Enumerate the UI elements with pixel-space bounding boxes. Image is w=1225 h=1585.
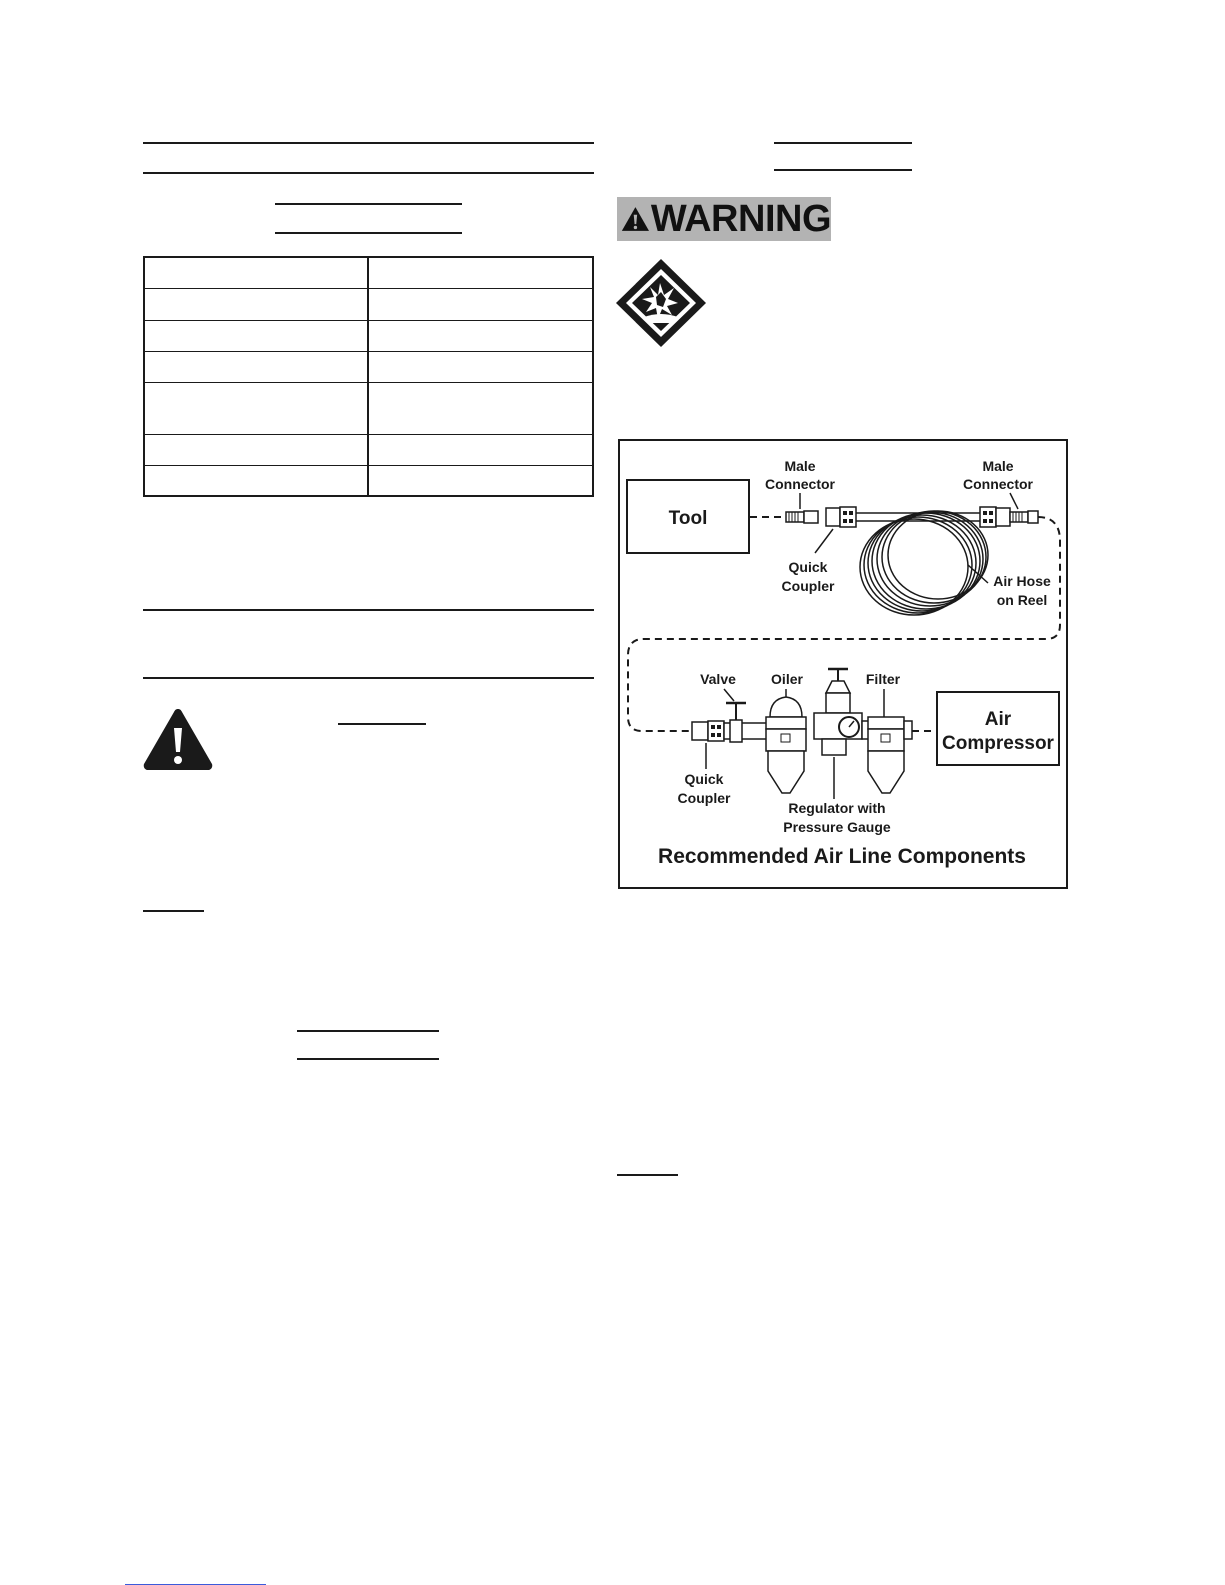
male-connector-left-icon — [786, 511, 818, 523]
warning-triangle-icon — [621, 203, 650, 235]
specifications-table — [143, 256, 594, 497]
air-hose-label-2: on Reel — [996, 592, 1048, 608]
subheading-underline-1 — [297, 1030, 439, 1032]
warning-label: WARNING — [650, 198, 831, 240]
male-connector-left-label-2: Connector — [765, 476, 835, 492]
caution-triangle-icon — [141, 706, 215, 772]
table-row — [145, 321, 592, 352]
section-rule-top — [143, 142, 594, 144]
caution-heading-underline — [338, 723, 426, 725]
quick-coupler-top-label-1: Quick — [788, 559, 828, 575]
quick-coupler-reel-icon — [980, 507, 1010, 527]
section-rule-2-top — [143, 609, 594, 611]
air-hose-reel-icon — [860, 511, 988, 615]
section-rule-bottom — [143, 172, 594, 174]
table-row — [145, 466, 592, 497]
table-row — [145, 352, 592, 383]
spec-heading-underline-2 — [275, 232, 462, 234]
air-compressor-label-2: Compressor — [942, 733, 1054, 754]
male-connector-right-label-2: Connector — [963, 476, 1033, 492]
oiler-label: Oiler — [771, 671, 803, 687]
table-row — [145, 258, 592, 289]
spec-heading-underline-1 — [275, 203, 462, 205]
table-row — [145, 383, 592, 435]
quick-coupler-bottom-label-1: Quick — [684, 771, 724, 787]
filter-label: Filter — [865, 671, 901, 687]
warning-badge — [617, 197, 831, 241]
air-line-components-figure — [618, 439, 1068, 889]
valve-icon — [724, 703, 768, 742]
subheading-underline-2 — [297, 1058, 439, 1060]
tool-label: Tool — [668, 508, 708, 529]
right-heading-underline-2 — [774, 169, 912, 171]
male-connector-left-label-1: Male — [784, 458, 816, 474]
male-connector-right-label-1: Male — [982, 458, 1014, 474]
regulator-label-2: Pressure Gauge — [783, 819, 891, 835]
male-connector-right-icon — [1010, 511, 1038, 523]
air-line-diagram — [620, 441, 1066, 887]
table-row — [145, 289, 592, 321]
quick-coupler-top-label-2: Coupler — [781, 578, 835, 594]
regulator-label-1: Regulator with — [788, 800, 886, 816]
quick-coupler-bottom-icon — [692, 721, 724, 741]
valve-label: Valve — [700, 671, 736, 687]
note-underline-right — [617, 1174, 678, 1176]
note-underline — [143, 910, 204, 912]
oiler-icon — [766, 697, 806, 793]
regulator-gauge-icon — [814, 669, 862, 755]
quick-coupler-top-icon — [826, 507, 856, 527]
figure-title: Recommended Air Line Components — [658, 845, 1026, 868]
filter-icon — [862, 717, 912, 793]
quick-coupler-bottom-label-2: Coupler — [677, 790, 731, 806]
section-rule-2-bottom — [143, 677, 594, 679]
explosion-hazard-icon — [614, 257, 708, 349]
table-row — [145, 435, 592, 466]
right-heading-underline-1 — [774, 142, 912, 144]
air-hose-label-1: Air Hose — [993, 573, 1051, 589]
air-compressor-label-1: Air — [984, 709, 1012, 730]
